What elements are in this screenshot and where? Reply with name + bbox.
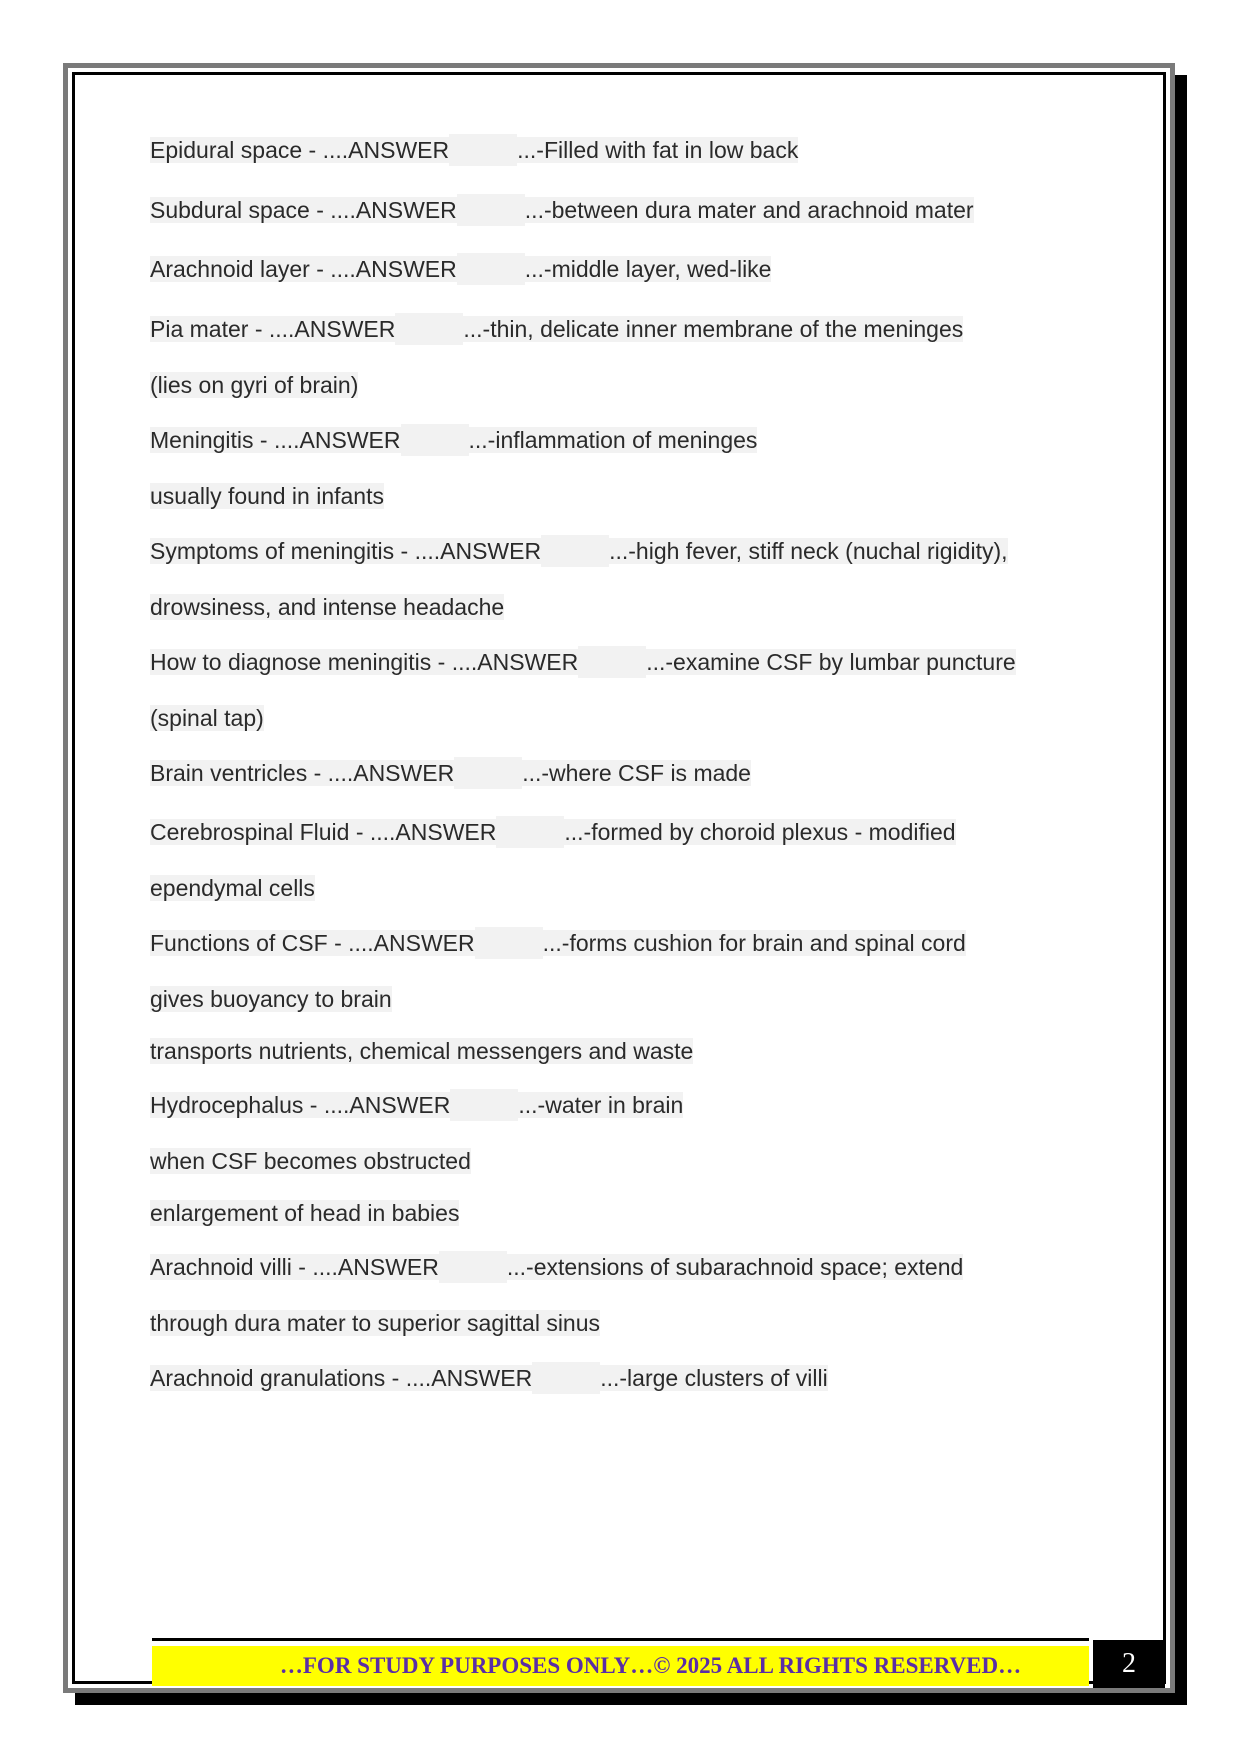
- qa-term: How to diagnose meningitis - ....ANSWER: [150, 649, 579, 675]
- qa-gap: [449, 134, 517, 166]
- qa-gap: [454, 757, 522, 789]
- qa-continuation: [150, 702, 264, 734]
- qa-continuation: [150, 1145, 471, 1177]
- qa-continuation-text: drowsiness, and intense headache: [150, 594, 505, 620]
- qa-continuation-text: ependymal cells: [150, 875, 315, 901]
- page-number: 2: [1093, 1640, 1165, 1688]
- footer-bar: [152, 1646, 1089, 1686]
- qa-continuation-text: when CSF becomes obstructed: [150, 1148, 471, 1174]
- qa-entry: [150, 253, 771, 285]
- qa-gap: [395, 313, 463, 345]
- qa-continuation: [150, 872, 315, 904]
- qa-entry: [150, 1089, 683, 1121]
- qa-entry: [150, 646, 1016, 678]
- qa-gap: [496, 816, 564, 848]
- qa-gap: [532, 1362, 600, 1394]
- qa-answer: ...-where CSF is made: [522, 760, 751, 786]
- footer-text: …FOR STUDY PURPOSES ONLY…© 2025 ALL RIGHTS RESERVED…: [279, 1653, 1022, 1678]
- qa-answer: ...-Filled with fat in low back: [517, 137, 799, 163]
- qa-continuation-text: (spinal tap): [150, 705, 264, 731]
- qa-term: Meningitis - ....ANSWER: [150, 427, 401, 453]
- qa-continuation: [150, 1035, 693, 1067]
- qa-entry: [150, 313, 963, 345]
- qa-entry: [150, 1362, 828, 1394]
- qa-answer: ...-high fever, stiff neck (nuchal rigidity),: [609, 538, 1008, 564]
- qa-entry: [150, 535, 1008, 567]
- qa-entry: [150, 134, 798, 166]
- qa-gap: [578, 646, 646, 678]
- qa-continuation: [150, 369, 358, 401]
- qa-continuation-text: transports nutrients, chemical messengers and waste: [150, 1038, 694, 1064]
- qa-term: Functions of CSF - ....ANSWER: [150, 930, 475, 956]
- qa-gap: [439, 1251, 507, 1283]
- qa-continuation: [150, 983, 392, 1015]
- qa-gap: [541, 535, 609, 567]
- qa-term: Arachnoid villi - ....ANSWER: [150, 1254, 439, 1280]
- qa-term: Cerebrospinal Fluid - ....ANSWER: [150, 819, 497, 845]
- qa-term: Arachnoid layer - ....ANSWER: [150, 256, 457, 282]
- qa-entry: [150, 927, 966, 959]
- qa-continuation: [150, 480, 384, 512]
- qa-answer: ...-examine CSF by lumbar puncture: [646, 649, 1016, 675]
- qa-continuation-text: through dura mater to superior sagittal sinus: [150, 1310, 601, 1336]
- qa-continuation: [150, 591, 504, 623]
- qa-term: Arachnoid granulations - ....ANSWER: [150, 1365, 533, 1391]
- qa-answer: ...-forms cushion for brain and spinal cord: [542, 930, 966, 956]
- qa-entry: [150, 1251, 963, 1283]
- qa-answer: ...-extensions of subarachnoid space; extend: [506, 1254, 964, 1280]
- qa-continuation: [150, 1307, 600, 1339]
- qa-answer: ...-middle layer, wed-like: [524, 256, 772, 282]
- qa-gap: [457, 253, 525, 285]
- qa-gap: [457, 194, 525, 226]
- qa-term: Symptoms of meningitis - ....ANSWER: [150, 538, 542, 564]
- qa-continuation-text: usually found in infants: [150, 483, 384, 509]
- qa-term: Brain ventricles - ....ANSWER: [150, 760, 455, 786]
- qa-entry: [150, 757, 751, 789]
- qa-continuation-text: enlargement of head in babies: [150, 1200, 460, 1226]
- qa-answer: ...-formed by choroid plexus - modified: [564, 819, 956, 845]
- qa-term: Subdural space - ....ANSWER: [150, 197, 457, 223]
- qa-gap: [401, 424, 469, 456]
- qa-continuation-text: gives buoyancy to brain: [150, 986, 392, 1012]
- qa-continuation: [150, 1197, 459, 1229]
- qa-answer: ...-water in brain: [518, 1092, 684, 1118]
- qa-entry: [150, 194, 974, 226]
- qa-gap: [450, 1089, 518, 1121]
- qa-continuation-text: (lies on gyri of brain): [150, 372, 359, 398]
- qa-entry: [150, 424, 757, 456]
- qa-answer: ...-between dura mater and arachnoid mater: [524, 197, 974, 223]
- qa-answer: ...-large clusters of villi: [600, 1365, 828, 1391]
- footer-rule: [152, 1638, 1089, 1641]
- qa-gap: [475, 927, 543, 959]
- qa-term: Hydrocephalus - ....ANSWER: [150, 1092, 451, 1118]
- qa-answer: ...-thin, delicate inner membrane of the meninges: [463, 316, 964, 342]
- qa-answer: ...-inflammation of meninges: [468, 427, 758, 453]
- qa-entry: [150, 816, 956, 848]
- qa-term: Epidural space - ....ANSWER: [150, 137, 450, 163]
- qa-term: Pia mater - ....ANSWER: [150, 316, 396, 342]
